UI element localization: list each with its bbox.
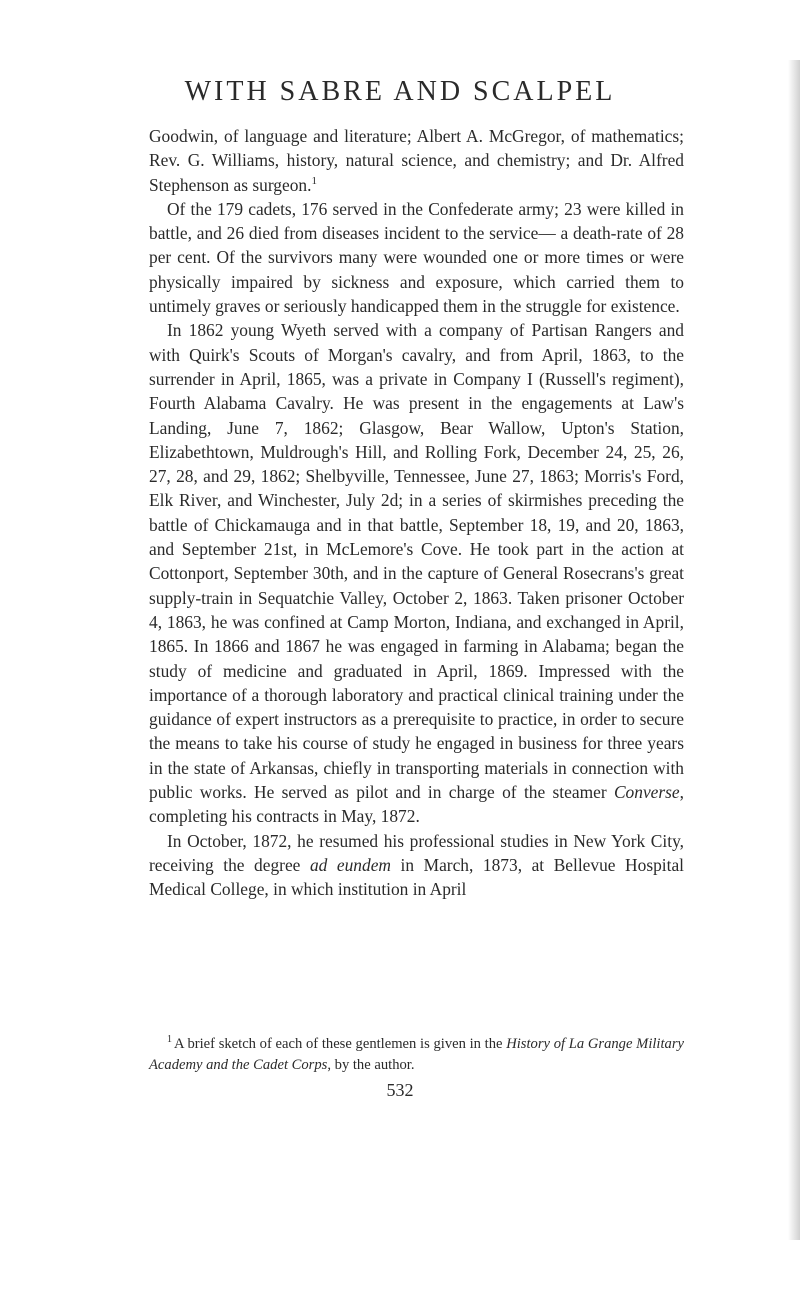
footnote-text (149, 1034, 684, 1076)
paragraph-3 (149, 318, 684, 828)
paragraph-3-text: In 1862 young Wyeth served with a company of Partisan Rangers and with Quirk's Scouts of Morgan's cavalry, and from April, 1863, to the surrender in April, 1865, was a private in Company I (Russell's regiment), Fourth Alabama Cavalry. He was present in the engagements at Law's Landing, June 7, 1862; Glasgow, Bear Wallow, Upton's Station, Elizabethtown, Muldrough's Hill, and Rolling Fork, December 24, 25, 26, 27, 28, and 29, 1862; Shelbyville, Tennessee, June 27, 1863; Morris's Ford, Elk River, and Winchester, July 2d; in a series of skirmishes preceding the battle of Chickamauga and in that battle, September 18, 19, and 20, 1863, and September 21st, in McLemore's Cove. He took part in the action at Cottonport, September 30th, and in the capture of General Rosecrans's great supply-train in Sequatchie Valley, October 2, 1863. Taken prisoner October 4, 1863, he was confined at Camp Morton, Indiana, and exchanged in April, 1865. In 1866 and 1867 he was engaged in farming in Alabama; began the study of medicine and graduated in April, 1869. Impressed with the importance of a thorough laboratory and practical clinical training under the guidance of expert instructors as a prerequisite to practice, in order to secure the means to take his course of study he engaged in business for three years in the state of Arkansas, chiefly in transporting materials in connection with public works. He served as pilot and in charge of the steamer (149, 320, 684, 803)
paragraph-4 (149, 829, 684, 902)
footnote (149, 1034, 684, 1076)
paragraph-1-text: Goodwin, of language and literature; Albert A. McGregor, of mathematics; Rev. G. Williams, history, natural science, and chemistry; and Dr. Alfred Stephenson as surgeon. (149, 126, 684, 195)
page-edge-shadow (788, 60, 800, 1240)
footnote-body: A brief sketch of each of these gentlemen is given in the (174, 1036, 507, 1052)
latin-phrase: ad eundem (309, 854, 391, 875)
footnote-mark: 1 (167, 1034, 172, 1046)
paragraph-2: Of the 179 cadets, 176 served in the Confederate army; 23 were killed in battle, and 26 died from diseases incident to the service— a death-rate of 28 per cent. Of the survivors many were wounded one or more times or were physically impaired by sickness and exposure, which carried them to untimely graves or seriously handicapped them in the struggle for existence. (149, 198, 684, 317)
paragraph-4-tail: in March, 1873, at Bellevue Hospital Medical College, in which institution in April (149, 854, 684, 900)
paragraph-3-tail: , completing his contracts in May, 1872. (149, 782, 684, 827)
steamer-name: Converse (613, 782, 680, 803)
page-number: 532 (386, 1080, 414, 1100)
paragraph-1 (149, 124, 684, 197)
running-head: WITH SABRE AND SCALPEL (184, 76, 616, 107)
footnote-reference: 1 (311, 174, 317, 187)
paragraph-4-text: In October, 1872, he resumed his professional studies in New York City, receiving the degree (149, 830, 684, 875)
body-text (149, 124, 684, 902)
footnote-tail: , by the author. (327, 1057, 415, 1073)
footnote-book-title: History of La Grange Military Academy and the Cadet Corps (149, 1036, 684, 1073)
